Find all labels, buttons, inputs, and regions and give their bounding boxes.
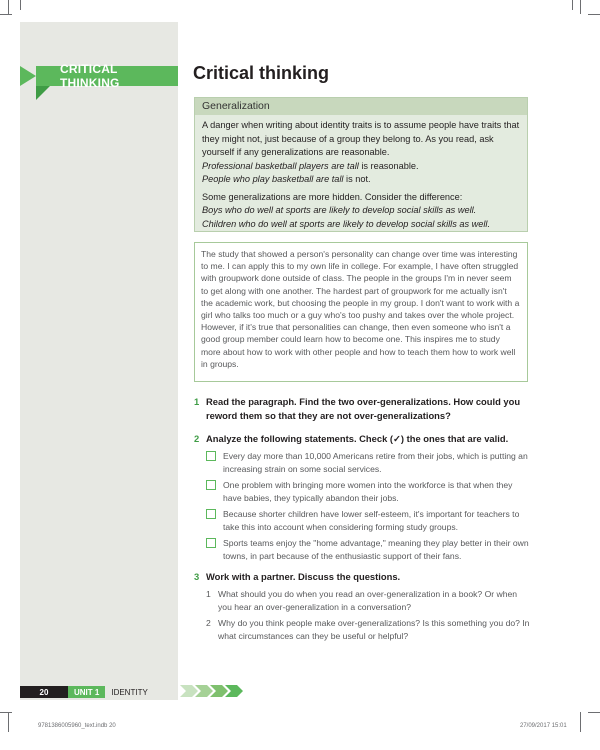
discussion-number: 2 [206,618,211,628]
question-text: Analyze the following statements. Check (✓) the ones that are valid. [206,433,509,444]
box-example-2: People who play basketball are tall is not. [202,174,371,184]
question-3 [194,570,524,584]
discussion-item-1 [206,588,531,613]
file-slug: 9781386005960_text.indb 20 [38,723,116,729]
page-title: Critical thinking [193,63,330,83]
statement-item [206,508,531,533]
crop-mark [588,712,600,713]
question-number: 1 [194,396,200,407]
statement-text: Sports teams enjoy the "home advantage," meaning they play better in their own towns, in part because of the enthusiastic support of their fans. [223,538,529,561]
box-heading: Generalization [195,98,527,115]
crop-mark [580,712,581,732]
question-text: Read the paragraph. Find the two over-generalizations. How could you reword them so that they are not over-generalizations? [206,396,521,421]
statement-checkbox[interactable] [206,509,216,519]
discussion-item-2 [206,617,531,642]
crop-mark [588,14,600,15]
reading-paragraph: The study that showed a person's personality can change over time was interesting to me. I can apply this to my own life in college. For example, I have often struggled with groupwork done outside of class. The people in the groups I'm in never seem to get along with one another. The hardest part of groupwork for me actually isn't the academic work, but choosing the people in my group. I don't want to work with a girl who talks too much or a guy who's too pushy and takes over the whole project. However, if it's true that personalities can change, then even someone who isn't a good group member could learn how to become one. This inspires me to study more about how to work with other people and how to teach them how to work well in groups. [194,242,528,382]
generalization-box [194,97,528,232]
box-example-1: Professional basketball players are tall is reasonable. [202,160,419,171]
box-hidden-example-2: Children who do well at sports are likely to develop social skills as well. [202,218,491,229]
statement-checkbox[interactable] [206,451,216,461]
question-2 [194,432,524,446]
unit-topic: IDENTITY [111,687,148,697]
date-slug: 27/09/2017 15:01 [520,723,567,729]
crop-mark [580,0,581,14]
crop-mark [8,712,9,732]
question-text: Work with a partner. Discuss the questions. [206,571,401,582]
crop-mark [20,0,21,10]
question-number: 3 [194,571,200,582]
discussion-number: 1 [206,589,211,599]
crop-mark [8,0,9,14]
page-number: 20 [20,686,68,698]
statement-checkbox[interactable] [206,480,216,490]
statement-checkbox[interactable] [206,538,216,548]
section-banner [36,62,178,90]
box-hidden-example-1: Boys who do well at sports are likely to develop social skills as well. [202,205,477,215]
statement-text: Every day more than 10,000 Americans retire from their jobs, which is putting an increasing strain on some social services. [223,451,528,474]
unit-label: UNIT 1 [68,686,105,698]
statement-item [206,450,531,475]
statement-item [206,537,531,562]
crop-mark [0,14,12,15]
banner-label: CRITICAL THINKING [60,62,120,90]
box-hidden-intro: Some generalizations are more hidden. Consider the difference: [202,191,463,202]
crop-mark [0,712,12,713]
question-number: 2 [194,433,200,444]
page-footer [20,685,178,699]
discussion-text: Why do you think people make over-generalizations? Is this something you do? In what circumstances can they be useful or helpful? [218,618,530,641]
discussion-text: What should you do when you read an over-generalization in a book? Or when you hear an over-generalization in a conversation? [218,589,518,612]
page-sidebar [20,22,178,700]
banner-tab [36,86,50,100]
banner-notch [20,66,36,86]
box-intro: A danger when writing about identity traits is to assume people have traits that they might not, just because of a group they belong to. As you read, ask yourself if any generalizations are reasonable. [202,120,520,157]
statement-text: Because shorter children have lower self-esteem, it's important for teachers to take this into account when considering forming study groups. [223,509,520,532]
statement-text: One problem with bringing more women into the workforce is that when they have babies, they typically abandon their jobs. [223,480,513,503]
crop-mark [572,0,573,10]
question-1 [194,395,524,422]
chevron-arrows-icon [180,683,250,699]
statement-item [206,479,531,504]
